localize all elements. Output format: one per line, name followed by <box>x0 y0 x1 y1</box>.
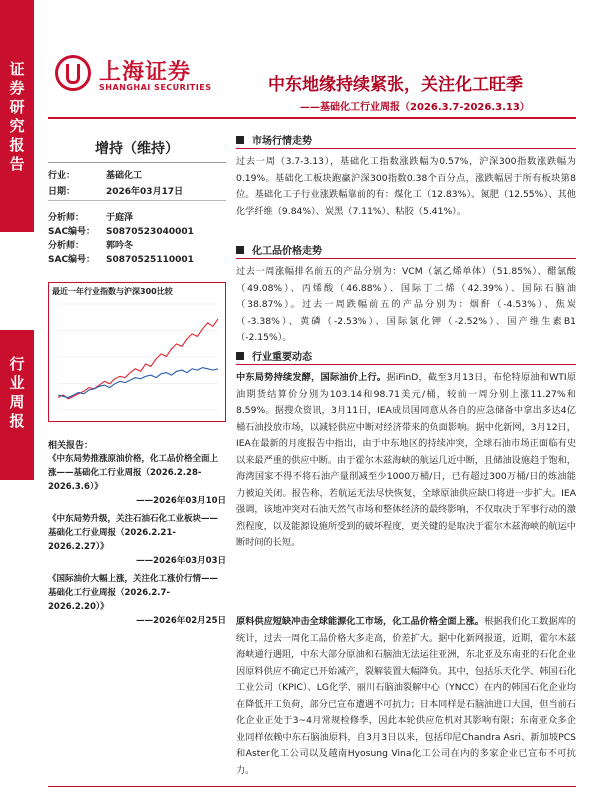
rating-divider <box>48 162 226 163</box>
header-divider <box>48 117 576 119</box>
related-report-date: ——2026年03月03日 <box>136 556 226 566</box>
industry-news-paragraph: 中东局势持续发酵，国际油价上行。据iFinD，截至3月13日，布伦特原油和WTI原油期货结算价分别为103.14和98.71美元/桶，较前一周分别上涨11.27%和8.59%。据搜众资讯，3月11日，IEA成员国同意从各自的应急储备中拿出多达4亿桶石油投放市场，以减轻供应中断对经济带来的负面影响。据中化新网，3月12日，IEA在最新的月度报告中指出，由于中东地区的持续冲突，全球石油市场正面临有史以来最严重的供应中断。由于霍尔木兹海峡的航运几近中断，且储油设施趋于饱和，海湾国家不得不将石油产量削减至少1000万桶/日，已有超过300万桶/日的炼油能力被迫关闭。报告称，若航运无法尽快恢复，全球原油供应缺口将进一步扩大。IEA强调，该地冲突对石油天然气市场和整体经济的最终影响，不仅取决于军事行动的激烈程度，以及能源设施所受到的破坏程度，更关键的是取决于霍尔木兹海峡的航运中断时间的长短。 <box>236 372 577 548</box>
info-divider <box>48 200 226 201</box>
section-divider <box>236 364 576 365</box>
section-heading: 市场行情走势 <box>236 132 312 147</box>
logo-emblem-icon <box>55 55 91 91</box>
section-heading: 化工品价格走势 <box>236 242 322 257</box>
analyst-row: 分析师： 郭吟冬 <box>48 241 134 251</box>
market-trend-paragraph: 过去一周（3.7-3.13），基础化工指数涨跌幅为0.57%，沪深300指数涨跌幅为0.19%。基础化工板块跑赢沪深300指数0.38个百分点，涨跌幅居于所有板块第8位。基础化工子行业涨跌幅靠前的有：煤化工（12.83%）、氮肥（12.55%）、其他化学纤维（9.84%）、炭黑（7.11%）、粘胶（5.41%）。 <box>236 156 576 217</box>
footer-divider <box>48 786 576 787</box>
section-heading: 行业重要动态 <box>236 348 312 363</box>
brand-name-en: SHANGHAI SECURITIES <box>99 83 212 92</box>
industry-index-line <box>58 319 218 399</box>
related-report-link[interactable]: 《国际油价大幅上涨，关注化工涨价行情——基础化工行业周报（2026.2.7-2026.2.20）》 <box>48 574 219 612</box>
bullet-square-icon <box>236 136 244 144</box>
related-report-date: ——2026年03月10日 <box>136 496 226 506</box>
report-title: 中东地缘持续紧张，关注化工旺季 <box>268 75 523 95</box>
related-report-link[interactable]: 《中东局势推涨原油价格，化工品价格全面上涨——基础化工行业周报（2026.2.28-2026.3.6）》 <box>48 454 219 492</box>
bullet-square-icon <box>236 246 244 254</box>
section-divider <box>236 148 576 149</box>
report-type-label: 证券研究报告 <box>9 60 25 173</box>
related-heading: 相关报告： <box>48 441 94 451</box>
bullet-square-icon <box>236 352 244 360</box>
date-row: 日期： 2026年03月17日 <box>48 187 184 197</box>
report-subtitle: ——基础化工行业周报（2026.3.7-2026.3.13） <box>300 102 530 113</box>
related-report-date: ——2026年02月25日 <box>136 616 226 626</box>
chart-title: 最近一年行业指数与沪深300比较 <box>52 287 173 296</box>
sac-row: SAC编号： S0870523040001 <box>48 227 194 237</box>
brand-logo <box>55 55 215 95</box>
related-report-link[interactable]: 《中东局势升级，关注石油石化工业板块——基础化工行业周报（2026.2.21-2026.2.27）》 <box>48 514 219 552</box>
chart-plot <box>50 298 224 420</box>
sac-row: SAC编号： S0870525110001 <box>48 255 194 265</box>
rating: 增持（维持） <box>95 141 179 157</box>
section-divider <box>236 258 576 259</box>
category-label: 行业周报 <box>9 355 25 430</box>
hs300-index-line <box>58 368 218 398</box>
analyst-row: 分析师： 于庭泽 <box>48 213 134 223</box>
supply-shortage-paragraph: 原料供应短缺冲击全球能源化工市场，化工品价格全面上涨。根据我们化工数据库的统计，过去一周化工品价格大多走高，价差扩大。据中化新网报道，近期，霍尔木兹海峡通行遇阻，中东大部分原油和石脑油无法运往亚洲，东北亚及东南亚的石化企业因原料供应不确定已开始减产，裂解装置大幅降负。其中，包括乐天化学、韩国石化工业公司（KPIC）、LG化学、丽川石脑油裂解中心（YNCC）在内的韩国石化企业均在降低开工负荷，部分已宣布遭遇不可抗力；日本同样是石脑油进口大国，但当前石化企业正处于3~4月常规检修季，因此本轮供应危机对其影响有限；东南亚众多企业同样依赖中东石脑油原料，自3月3日以来，包括印尼Chandra Asri、新加坡PCS和Aster化工公司以及越南Hyosung Vina化工公司在内的多家企业已宣布不可抗力。 <box>236 616 576 776</box>
price-trend-paragraph: 过去一周涨幅排名前五的产品分别为：VCM（氯乙烯单体）（51.85%）、醋氯酸（49.08%）、丙烯酸（46.88%）、国际丁二烯（42.39%）、国际石脑油（38.87%）。过去一周跌幅前五的产品分别为：烟酐（-4.53%）、焦炭（-3.38%）、黄磷（-2.53%）、国际氯化钾（-2.52%）、国产维生素B1（-2.15%）。 <box>236 266 576 343</box>
industry-row: 行业： 基础化工 <box>48 171 143 181</box>
brand-name-cn: 上海证券 <box>99 60 192 85</box>
